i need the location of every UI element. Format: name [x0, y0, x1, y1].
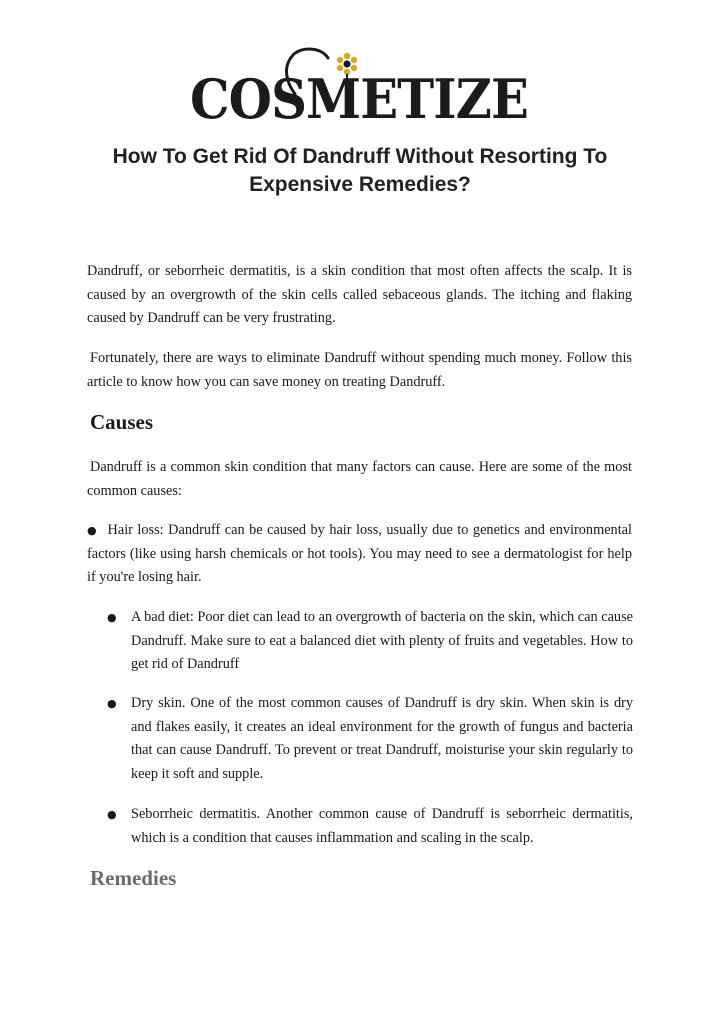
logo-text: COSMETIZE [190, 67, 528, 122]
intro-paragraph-2: Fortunately, there are ways to eliminate Dandruff without spending much money. Follow this article to know how you can save money on treating Dandruff. [87, 350, 632, 390]
cause-item-seborrheic [107, 803, 633, 850]
bullet-icon: ● [107, 611, 117, 624]
cause-item-text: Seborrheic dermatitis. Another common cause of Dandruff is seborrheic dermatitis, which is a condition that causes inflammation and scaling in the scalp. [131, 806, 633, 846]
bullet-icon: ● [107, 808, 117, 821]
causes-heading: Causes [90, 410, 154, 434]
cause-item-dry-skin [107, 692, 633, 786]
bullet-icon: ● [107, 697, 117, 710]
brand-logo [190, 42, 530, 122]
causes-lead: Dandruff is a common skin condition that many factors can cause. Here are some of the most common causes: [87, 459, 632, 499]
cause-item-bad-diet [107, 606, 633, 677]
bullet-icon: ● [87, 524, 98, 537]
cause-item-text: A bad diet: Poor diet can lead to an overgrowth of bacteria on the skin, which can cause Dandruff. Make sure to eat a balanced diet with plenty of fruits and vegetables. How to get rid of Dandruff [131, 609, 633, 672]
page-title: How To Get Rid Of Dandruff Without Resorting To Expensive Remedies? [112, 145, 608, 196]
intro-paragraph-1: Dandruff, or seborrheic dermatitis, is a skin condition that most often affects the scalp. It is caused by an overgrowth of the skin cells called sebaceous glands. The itching and flaking caused by Dandruff can be very frustrating. [87, 263, 632, 326]
logo-graphic [190, 42, 530, 122]
cause-item-hair-loss [87, 519, 632, 590]
cause-item-text: Hair loss: Dandruff can be caused by hair loss, usually due to genetics and environmental factors (like using harsh chemicals or hot tools). You may need to see a dermatologist for help if you're losing hair. [87, 522, 632, 585]
cause-item-text: Dry skin. One of the most common causes of Dandruff is dry skin. When skin is dry and flakes easily, it creates an ideal environment for the growth of fungus and bacteria that can cause Dandruff. To prevent or treat Dandruff, moisturise your skin regularly to keep it soft and supple. [131, 695, 633, 782]
remedies-heading: Remedies [90, 866, 177, 890]
